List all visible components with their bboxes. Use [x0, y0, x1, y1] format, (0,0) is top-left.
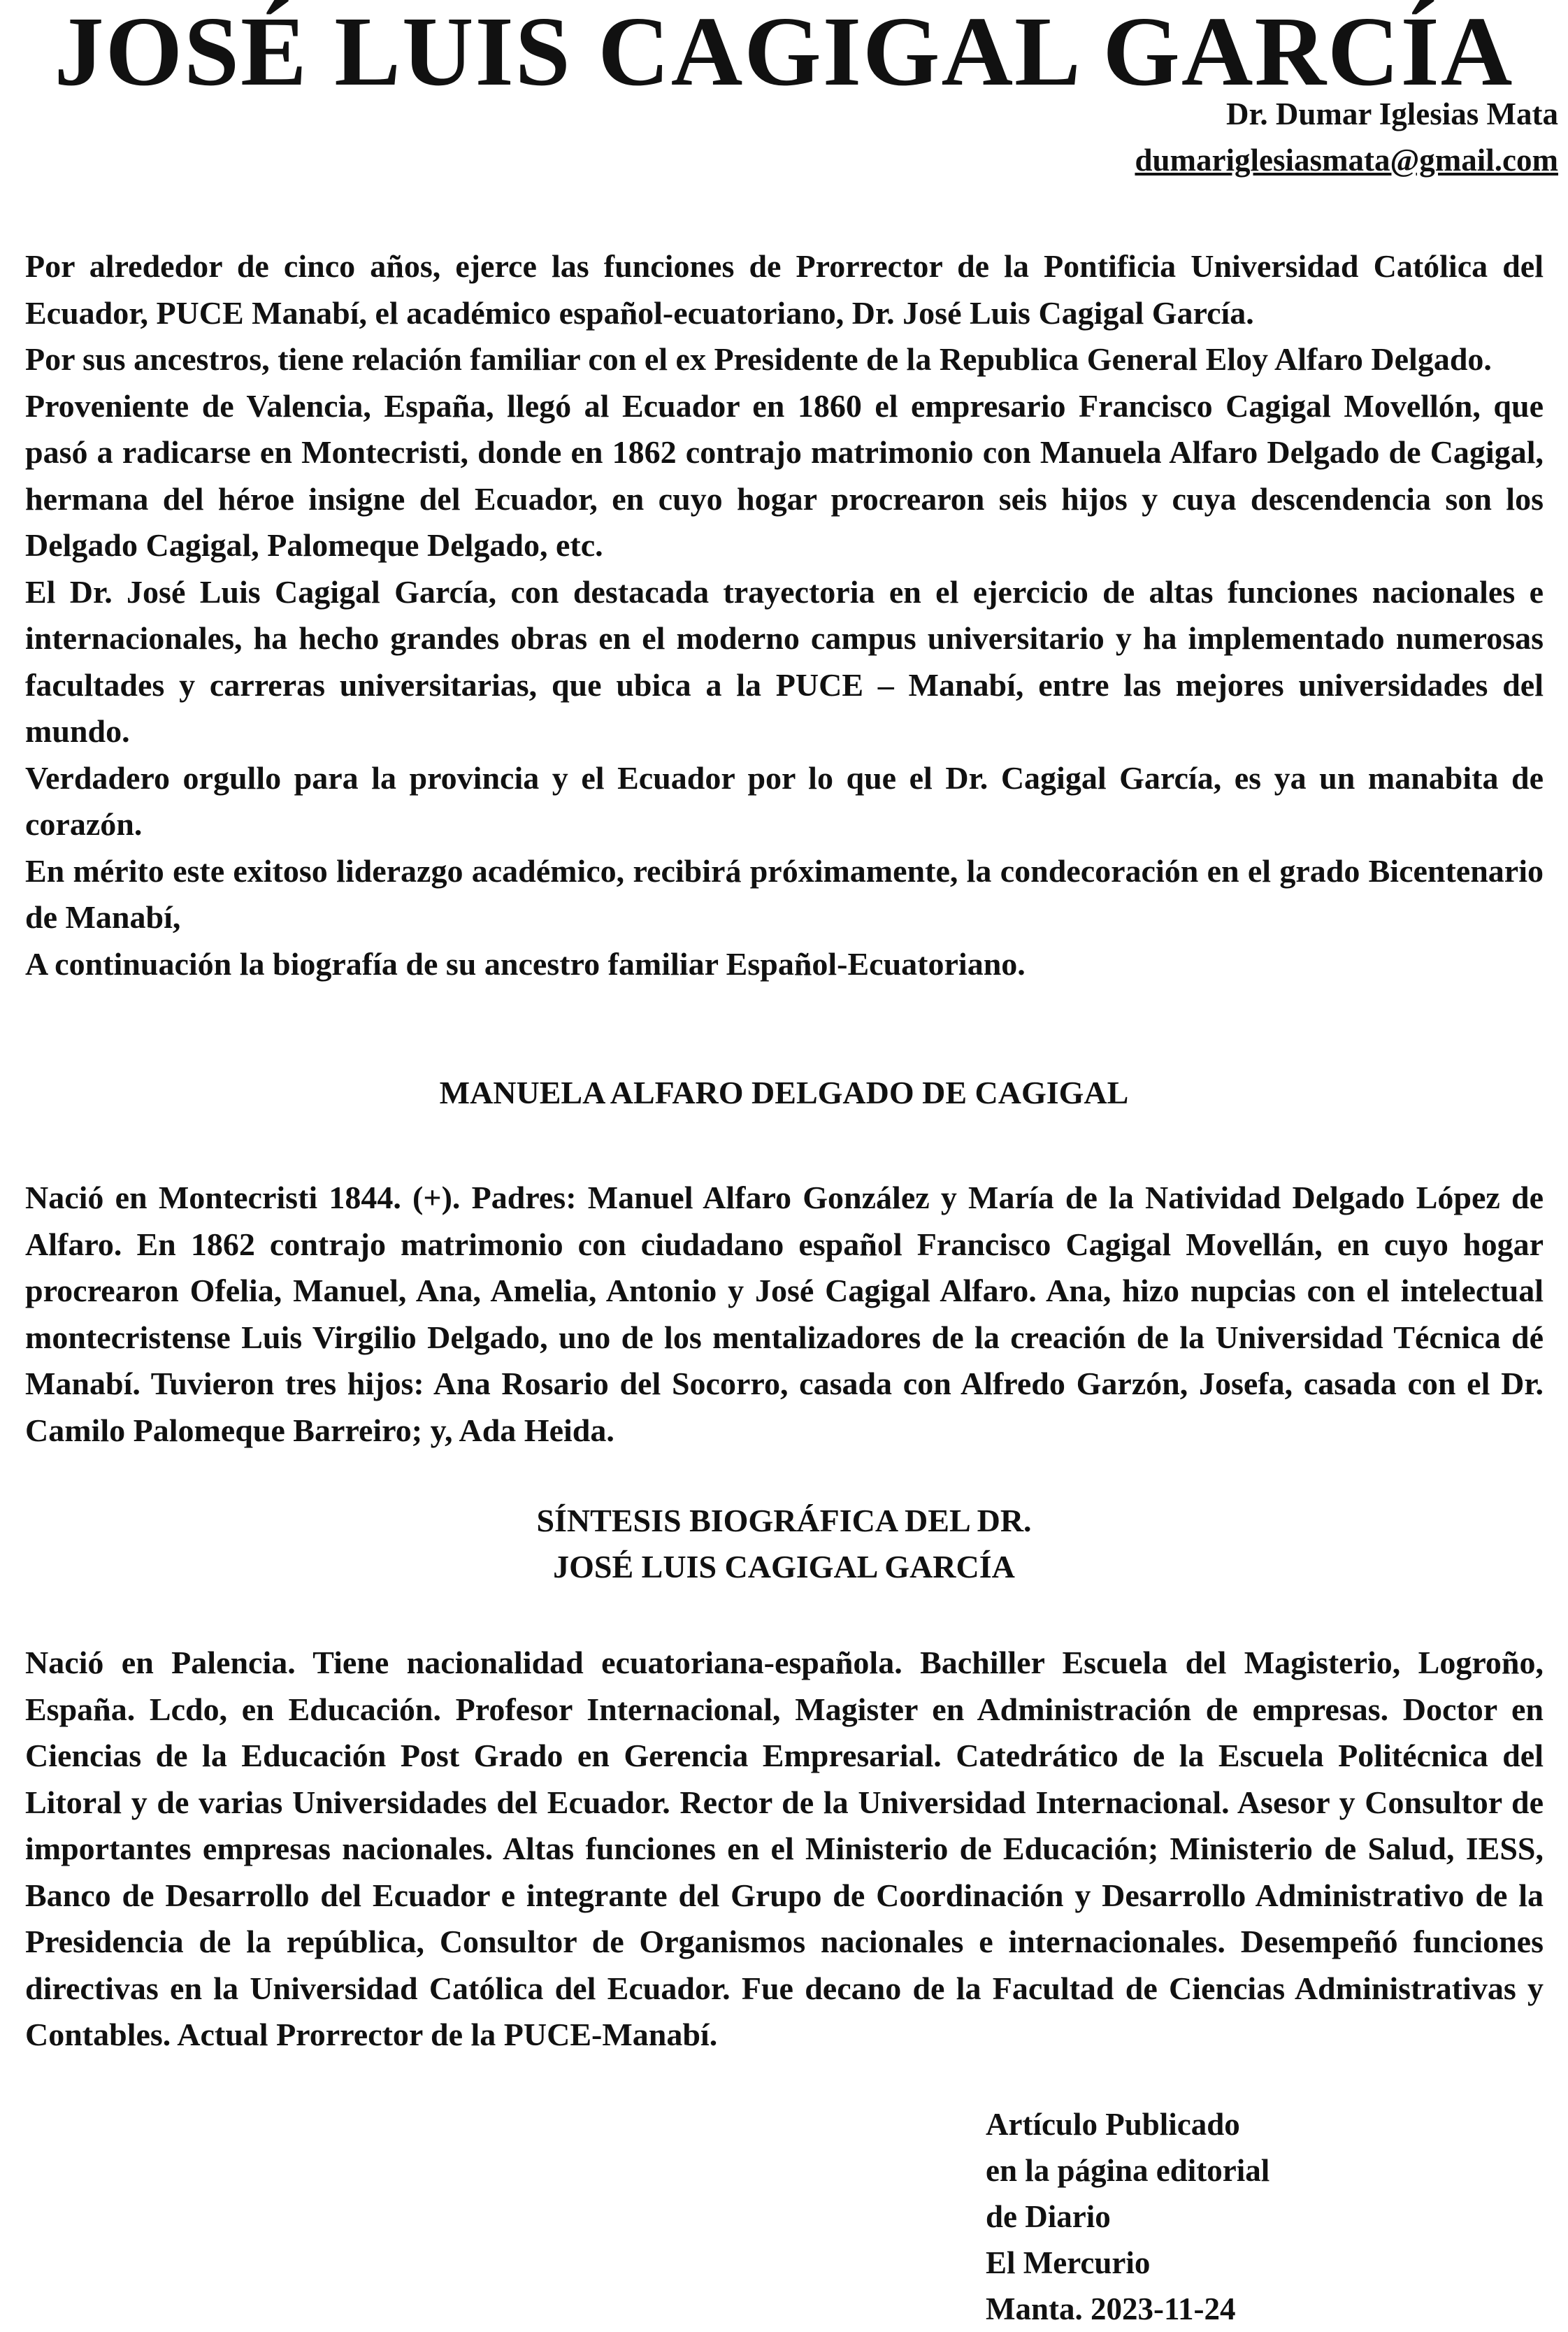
intro-section	[25, 243, 1544, 987]
publication-line: El Mercurio	[986, 2245, 1151, 2280]
intro-paragraph: Por alrededor de cinco años, ejerce las funciones de Prorrector de la Pontificia Universidad Católica del Ecuador, PUCE Manabí, el académico español-ecuatoriano, Dr. José Luis Cagigal García.	[25, 248, 1544, 331]
intro-paragraph: En mérito este exitoso liderazgo académico, recibirá próximamente, la condecoración en el grado Bicentenario de Manabí,	[25, 852, 1544, 935]
section-heading-sintesis	[0, 1498, 1568, 1590]
sintesis-paragraph: Nació en Palencia. Tiene nacionalidad ecuatoriana-española. Bachiller Escuela del Magisterio, Logroño, España. Lcdo, en Educación. Profesor Internacional, Magister en Administración de empresas. Doctor en Ciencias de la Educación Post Grado en Gerencia Empresarial. Catedrático de la Escuela Politécnica del Litoral y de varias Universidades del Ecuador. Rector de la Universidad Internacional. Asesor y Consultor de importantes empresas nacionales. Altas funciones en el Ministerio de Educación; Ministerio de Salud, IESS, Banco de Desarrollo del Ecuador e integrante del Grupo de Coordinación y Desarrollo Administrativo de la Presidencia de la república, Consultor de Organismos nacionales e internacionales. Desempeñó funciones directivas en la Universidad Católica del Ecuador. Fue decano de la Facultad de Ciencias Administrativas y Contables. Actual Prorrector de la PUCE-Manabí.	[25, 1645, 1544, 2052]
section-heading-line: SÍNTESIS BIOGRÁFICA DEL DR.	[536, 1503, 1032, 1538]
intro-paragraph: Por sus ancestros, tiene relación familiar con el ex Presidente de la Republica General Eloy Alfaro Delgado.	[25, 341, 1492, 377]
publication-line: en la página editorial	[986, 2153, 1270, 2188]
publication-date: Manta. 2023-11-24	[986, 2291, 1236, 2326]
publication-line: de Diario	[986, 2199, 1111, 2234]
publication-line: Artículo Publicado	[986, 2107, 1240, 2142]
intro-paragraph: A continuación la biografía de su ancestro familiar Español-Ecuatoriano.	[25, 945, 1026, 982]
author-block	[1135, 91, 1558, 183]
manuela-section	[25, 1175, 1544, 1454]
intro-paragraph: Proveniente de Valencia, España, llegó al Ecuador en 1860 el empresario Francisco Cagigal Movellón, que pasó a radicarse en Montecristi, donde en 1862 contrajo matrimonio con Manuela Alfaro Delgado de Cagigal, hermana del héroe insigne del Ecuador, en cuyo hogar procrearon seis hijos y cuya descendencia son los Delgado Cagigal, Palomeque Delgado, etc.	[25, 387, 1544, 563]
manuela-paragraph: Nació en Montecristi 1844. (+). Padres: Manuel Alfaro González y María de la Natividad Delgado López de Alfaro. En 1862 contrajo matrimonio con ciudadano español Francisco Cagigal Movellán, en cuyo hogar procrearon Ofelia, Manuel, Ana, Amelia, Antonio y José Cagigal Alfaro. Ana, hizo nupcias con el intelectual montecristense Luis Virgilio Delgado, uno de los mentalizadores de la creación de la Universidad Técnica dé Manabí. Tuvieron tres hijos: Ana Rosario del Socorro, casada con Alfredo Garzón, Josefa, casada con el Dr. Camilo Palomeque Barreiro; y, Ada Heida.	[25, 1180, 1544, 1448]
author-name: Dr. Dumar Iglesias Mata	[1226, 96, 1558, 131]
section-heading-manuela: MANUELA ALFARO DELGADO DE CAGIGAL	[439, 1075, 1129, 1110]
intro-paragraph: El Dr. José Luis Cagigal García, con destacada trayectoria en el ejercicio de altas funciones nacionales e internacionales, ha hecho grandes obras en el moderno campus universitario y ha implementado numerosas facultades y carreras universitarias, que ubica a la PUCE – Manabí, entre las mejores universidades del mundo.	[25, 573, 1544, 749]
publication-note	[986, 2101, 1269, 2332]
section-heading-line: JOSÉ LUIS CAGIGAL GARCÍA	[553, 1549, 1015, 1585]
article-title: JOSÉ LUIS CAGIGAL GARCÍA	[54, 0, 1514, 106]
intro-paragraph: Verdadero orgullo para la provincia y el Ecuador por lo que el Dr. Cagigal García, es ya un manabita de corazón.	[25, 759, 1544, 842]
sintesis-section	[25, 1640, 1544, 2059]
author-email: dumariglesiasmata@gmail.com	[1135, 143, 1558, 178]
